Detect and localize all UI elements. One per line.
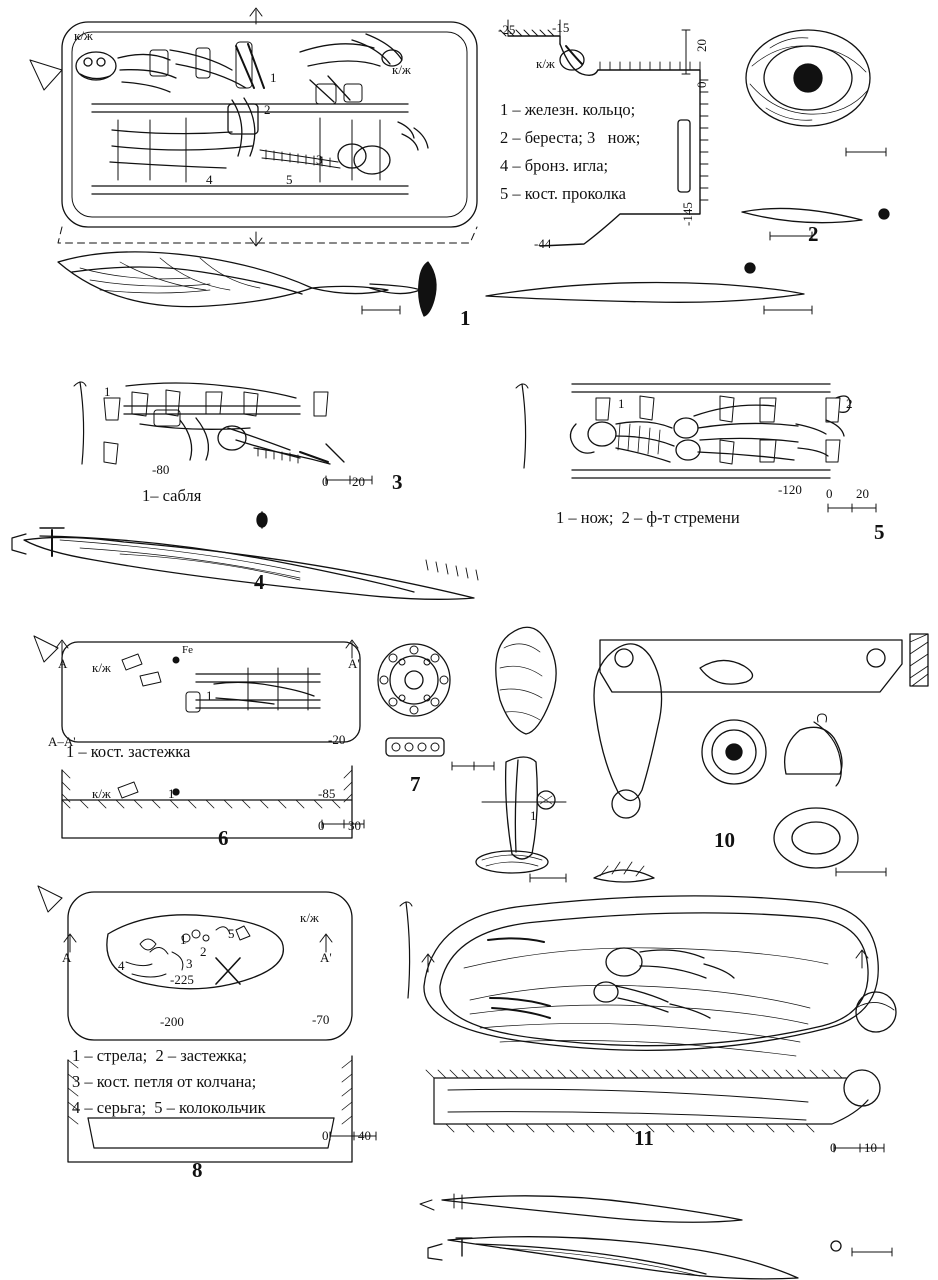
axis-a-fig8: A [62,950,72,965]
item-num-2-fig5: 2 [846,396,853,411]
item-num-5-fig8: 5 [228,926,235,941]
scale-value-fig5: 20 [856,486,869,501]
legend-line-1-fig5: 1 – нож; 2 – ф-т стремени [556,508,740,527]
item-num-1-fig1: 1 [270,70,277,85]
depth-fig6-b: -85 [318,786,336,801]
figure-number-4: 4 [254,570,265,594]
figure-number-7: 7 [410,772,421,796]
depth-fig1-a: -25 [498,22,516,37]
scale-zero-fig3: 0 [322,474,329,489]
figure-number-8: 8 [192,1158,203,1182]
legend-line-1-fig1: 1 – железн. кольцо; [500,100,636,119]
legend-line-3-fig8: 4 – серьга; 5 – колокольчик [72,1098,266,1117]
item-num-1-fig8: 1 [180,932,187,947]
legend-line-2-fig1: 2 – береста; 3 нож; [500,128,641,147]
mark-kzh-fig1-a: к/ж [74,28,93,43]
scale-zero-fig8: 0 [322,1128,329,1143]
item-num-5-fig1: 5 [286,172,293,187]
depth-fig3: -80 [152,462,170,477]
legend-line-1-fig3: 1– сабля [142,486,202,505]
mark-kzh-fig1-c: к/ж [536,56,555,71]
figure-number-9: 10 [714,828,735,852]
scale-value-fig1: 20 [694,39,709,52]
axis-a-fig6: A [58,656,68,671]
legend-line-1-fig6: 1 – кост. застежка [66,742,191,761]
legend-line-1-fig8: 1 – стрела; 2 – застежка; [72,1046,247,1065]
figure-number-2-item: 2 [808,222,819,246]
scale-zero-fig6: 0 [318,818,325,833]
axis-a-prime-fig8: A' [320,950,332,965]
depth-fig1-d: -44 [534,236,552,251]
scale-value-fig8: 40 [358,1128,371,1143]
item-num-2-fig1: 2 [264,102,271,117]
scale-value-fig10: 10 [864,1140,877,1155]
scale-zero-fig1: 0 [694,81,709,88]
axis-a-prime-fig6: A' [348,656,360,671]
mark-kzh-fig6-b: к/ж [92,786,111,801]
item-num-4-fig8: 4 [118,958,125,973]
depth-fig8-b: -200 [160,1014,184,1029]
scale-value-fig6: 30 [348,818,361,833]
figure-number-6: 6 [218,826,229,850]
depth-fig1-c: -145 [680,202,695,226]
item-num-1-fig3: 1 [104,384,111,399]
mark-kzh-fig6-a: к/ж [92,660,111,675]
item-num-2-fig8: 2 [200,944,207,959]
depth-fig6-a: -20 [328,732,346,747]
legend-line-3-fig1: 4 – бронз. игла; [500,156,609,175]
figure-number-10: 11 [634,1126,654,1150]
item-num-1-fig9: 1 [530,808,537,823]
figure-number-5: 5 [874,520,885,544]
legend-line-2-fig8: 3 – кост. петля от колчана; [72,1072,257,1091]
depth-fig8-c: -70 [312,1012,330,1027]
figure-number-1: 1 [460,306,471,330]
item-num-4-fig1: 4 [206,172,213,187]
scale-zero-fig10: 0 [830,1140,837,1155]
item-num-1-fig6: 1 [206,688,213,703]
mark-kzh-fig1-b: к/ж [392,62,411,77]
depth-fig1-b: -15 [552,20,570,35]
item-num-1-fig5: 1 [618,396,625,411]
scale-value-fig3: 20 [352,474,365,489]
section-label-fig6: A–A' [48,734,76,749]
legend-line-4-fig1: 5 – кост. проколка [500,184,626,203]
item-num-3-fig8: 3 [186,956,193,971]
item-num-3-fig1: 3 [316,152,323,167]
mark-fe-fig6: Fe [182,644,193,656]
scale-zero-fig5: 0 [826,486,833,501]
item-num-1b-fig6: 1 [168,786,175,801]
depth-fig8-a: -225 [170,972,194,987]
mark-kzh-fig8: к/ж [300,910,319,925]
depth-fig5: -120 [778,482,802,497]
figure-number-3: 3 [392,470,403,494]
